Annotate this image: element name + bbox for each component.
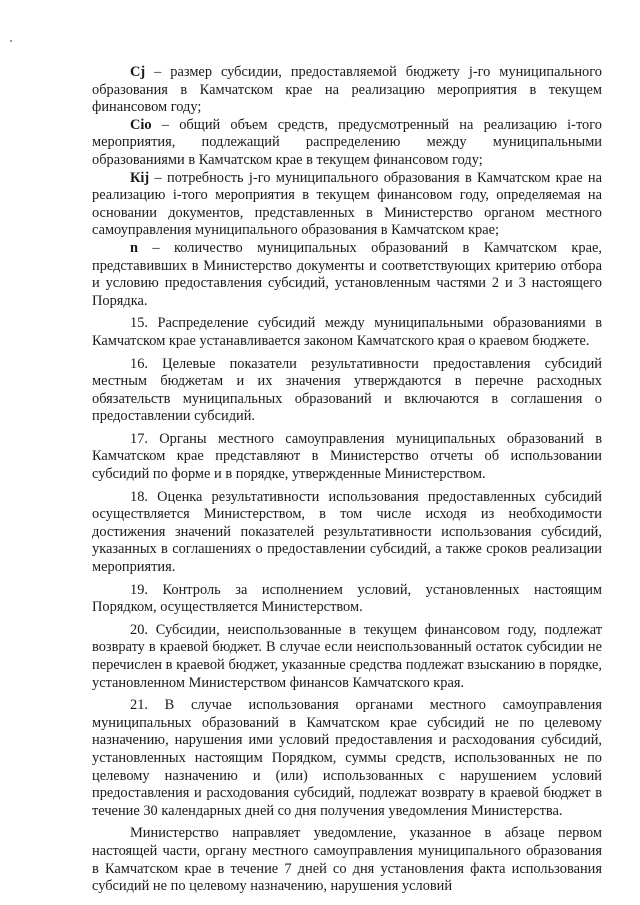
symbol-n: n	[130, 239, 139, 256]
paragraph-17: 17. Органы местного самоуправления муниципальных образований в Камчатском крае представляют в Министерство отчеты об использовании субсидий по форме и в порядке, утвержденные Министерством.	[92, 430, 602, 483]
symbol-cio: Cio	[130, 116, 152, 133]
symbol-cj: Cj	[130, 64, 146, 80]
definition-cj: Cj – размер субсидии, предоставляемой бюджету j-го муниципального образования в Камчатском крае на реализацию мероприятия в текущем финансовом году;	[92, 64, 602, 116]
paragraph-21: 21. В случае использования органами местного самоуправления муниципальных образований в Камчатском крае субсидий не по целевому назначению, нарушения ими условий предоставления и расходования субсидий, установленных настоящим Порядком, суммы средств, использованных не по целевому назначению и (или) использованных с нарушением условий предоставления и расходования субсидий, подлежат возврату в краевой бюджет в течение 30 календарных дней со дня получения уведомления Министерства.	[92, 697, 602, 819]
paragraph-21-continuation: Министерство направляет уведомление, указанное в абзаце первом настоящей части, органу местного самоуправления муниципального образования в Камчатском крае в течение 7 дней со дня установления факта использования субсидий не по целевому назначению, нарушения условий	[92, 825, 602, 895]
symbol-kij: Кij	[130, 169, 150, 186]
paragraph-16: 16. Целевые показатели результативности предоставления субсидий местным бюджетам и их значения утверждаются в перечне расходных обязательств муниципальных образований и включаются в соглашения о предоставлении субсидий.	[92, 355, 602, 425]
definition-cio: Cio – общий объем средств, предусмотренный на реализацию i-того мероприятия, подлежащий распределению между муниципальными образованиями в Камчатском крае в текущем финансовом году;	[92, 116, 602, 168]
scan-dot	[10, 40, 12, 42]
definition-n: n – количество муниципальных образований в Камчатском крае, представивших в Министерство документы и соответствующих критерию отбора и условию предоставления субсидий, установленным частями 2 и 3 настоящего Порядка.	[92, 239, 602, 309]
definition-kij: Кij – потребность j-го муниципального образования в Камчатском крае на реализацию i-того мероприятия в текущем финансовом году, определяемая на основании документов, представленных в Министерство органом местного самоуправления муниципального образования в Камчатском крае;	[92, 169, 602, 239]
paragraph-19: 19. Контроль за исполнением условий, установленных настоящим Порядком, осуществляется Министерством.	[92, 581, 602, 616]
paragraph-15: 15. Распределение субсидий между муниципальными образованиями в Камчатском крае устанавливается законом Камчатского края о краевом бюджете.	[92, 315, 602, 349]
document-body	[92, 64, 602, 896]
paragraph-20: 20. Субсидии, неиспользованные в текущем финансовом году, подлежат возврату в краевой бюджет. В случае если неиспользованный остаток субсидии не перечислен в краевой бюджет, указанные средства подлежат взысканию в порядке, установленном Министерством финансов Камчатского края.	[92, 621, 602, 691]
paragraph-18: 18. Оценка результативности использования предоставленных субсидий осуществляется Министерством, в том числе исходя из необходимости достижения значений показателей результативности использования субсидий, указанных в соглашениях о предоставлении субсидий, а также сроков реализации мероприятия.	[92, 488, 602, 576]
